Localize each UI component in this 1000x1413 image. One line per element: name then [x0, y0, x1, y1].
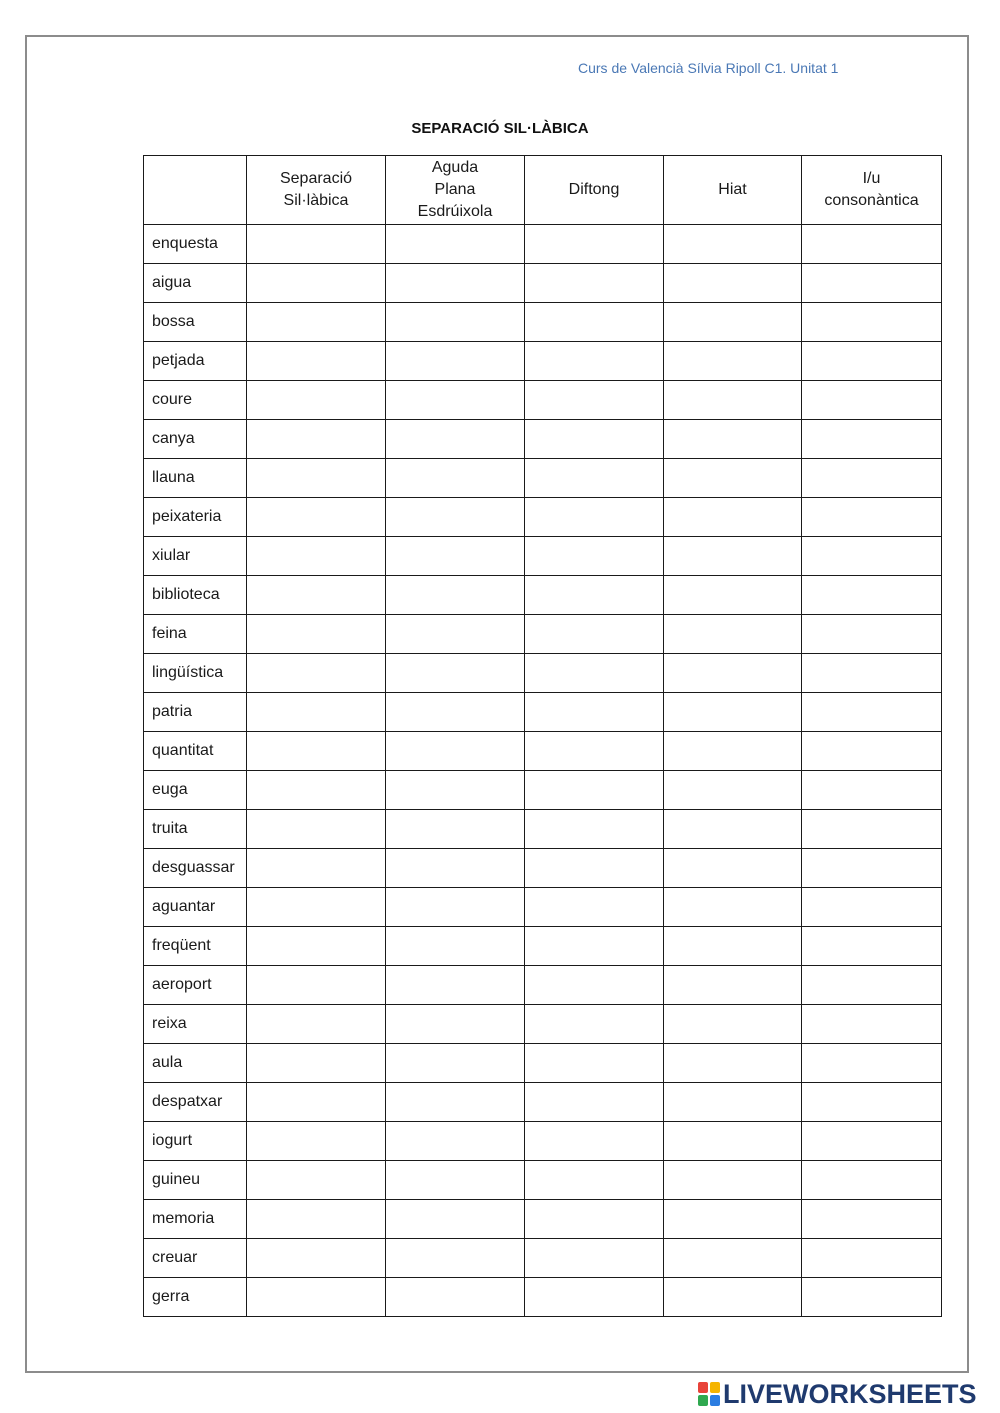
separacio-answer-cell[interactable] — [247, 1005, 386, 1044]
consonantica-answer-cell[interactable] — [802, 225, 942, 264]
table-body — [144, 225, 942, 1317]
table-row — [144, 537, 942, 576]
consonantica-answer-cell[interactable] — [802, 303, 942, 342]
accentuation-answer-cell[interactable] — [386, 1083, 525, 1122]
consonantica-answer-cell[interactable] — [802, 1044, 942, 1083]
word-cell: xiular — [144, 537, 247, 576]
diftong-answer-cell[interactable] — [525, 732, 664, 771]
separacio-answer-cell[interactable] — [247, 576, 386, 615]
consonantica-answer-cell[interactable] — [802, 810, 942, 849]
consonantica-answer-cell[interactable] — [802, 1005, 942, 1044]
hiat-answer-cell[interactable] — [664, 1083, 802, 1122]
separacio-answer-cell[interactable] — [247, 420, 386, 459]
separacio-answer-cell[interactable] — [247, 1200, 386, 1239]
table-row — [144, 927, 942, 966]
separacio-answer-cell[interactable] — [247, 537, 386, 576]
table-row — [144, 1083, 942, 1122]
consonantica-answer-cell[interactable] — [802, 654, 942, 693]
diftong-answer-cell[interactable] — [525, 225, 664, 264]
word-cell: peixateria — [144, 498, 247, 537]
separacio-answer-cell[interactable] — [247, 966, 386, 1005]
table-row — [144, 1044, 942, 1083]
table-row — [144, 1278, 942, 1317]
separacio-answer-cell[interactable] — [247, 732, 386, 771]
diftong-answer-cell[interactable] — [525, 303, 664, 342]
consonantica-answer-cell[interactable] — [802, 693, 942, 732]
word-cell: lingüística — [144, 654, 247, 693]
table-row — [144, 342, 942, 381]
accentuation-answer-cell[interactable] — [386, 264, 525, 303]
accentuation-answer-cell[interactable] — [386, 381, 525, 420]
separacio-answer-cell[interactable] — [247, 654, 386, 693]
accentuation-answer-cell[interactable] — [386, 966, 525, 1005]
separacio-answer-cell[interactable] — [247, 1044, 386, 1083]
separacio-answer-cell[interactable] — [247, 459, 386, 498]
separacio-answer-cell[interactable] — [247, 342, 386, 381]
separacio-answer-cell[interactable] — [247, 810, 386, 849]
table-row — [144, 303, 942, 342]
hiat-answer-cell[interactable] — [664, 888, 802, 927]
separacio-answer-cell[interactable] — [247, 849, 386, 888]
separacio-answer-cell[interactable] — [247, 1122, 386, 1161]
word-cell: feina — [144, 615, 247, 654]
diftong-answer-cell[interactable] — [525, 771, 664, 810]
diftong-answer-cell[interactable] — [525, 342, 664, 381]
hiat-answer-cell[interactable] — [664, 693, 802, 732]
diftong-answer-cell[interactable] — [525, 1200, 664, 1239]
consonantica-answer-cell[interactable] — [802, 420, 942, 459]
diftong-answer-cell[interactable] — [525, 849, 664, 888]
header-note: Curs de Valencià Sílvia Ripoll C1. Unitat 1 — [578, 60, 839, 76]
table-header-row — [144, 156, 942, 225]
header-word — [144, 156, 247, 225]
syllable-table — [143, 155, 942, 1317]
diftong-answer-cell[interactable] — [525, 1278, 664, 1317]
word-cell: patria — [144, 693, 247, 732]
hiat-answer-cell[interactable] — [664, 615, 802, 654]
table-row — [144, 888, 942, 927]
table-row — [144, 225, 942, 264]
diftong-answer-cell[interactable] — [525, 693, 664, 732]
hiat-answer-cell[interactable] — [664, 966, 802, 1005]
word-cell: bossa — [144, 303, 247, 342]
accentuation-answer-cell[interactable] — [386, 849, 525, 888]
accentuation-answer-cell[interactable] — [386, 888, 525, 927]
diftong-answer-cell[interactable] — [525, 459, 664, 498]
consonantica-answer-cell[interactable] — [802, 849, 942, 888]
word-cell: desguassar — [144, 849, 247, 888]
table-row — [144, 771, 942, 810]
diftong-answer-cell[interactable] — [525, 888, 664, 927]
word-cell: creuar — [144, 1239, 247, 1278]
separacio-answer-cell[interactable] — [247, 225, 386, 264]
consonantica-answer-cell[interactable] — [802, 342, 942, 381]
separacio-answer-cell[interactable] — [247, 1161, 386, 1200]
hiat-answer-cell[interactable] — [664, 1161, 802, 1200]
separacio-answer-cell[interactable] — [247, 381, 386, 420]
header-hiat: Hiat — [664, 156, 802, 225]
word-cell: aeroport — [144, 966, 247, 1005]
hiat-answer-cell[interactable] — [664, 1005, 802, 1044]
header-diftong: Diftong — [525, 156, 664, 225]
consonantica-answer-cell[interactable] — [802, 537, 942, 576]
logo-text: LIVEWORKSHEETS — [723, 1378, 977, 1409]
table-row — [144, 615, 942, 654]
table-row — [144, 1122, 942, 1161]
consonantica-answer-cell[interactable] — [802, 771, 942, 810]
hiat-answer-cell[interactable] — [664, 1122, 802, 1161]
word-cell: enquesta — [144, 225, 247, 264]
consonantica-answer-cell[interactable] — [802, 615, 942, 654]
logo-square-icon — [710, 1382, 720, 1393]
accentuation-answer-cell[interactable] — [386, 498, 525, 537]
hiat-answer-cell[interactable] — [664, 420, 802, 459]
accentuation-answer-cell[interactable] — [386, 732, 525, 771]
diftong-answer-cell[interactable] — [525, 654, 664, 693]
consonantica-answer-cell[interactable] — [802, 1083, 942, 1122]
diftong-answer-cell[interactable] — [525, 927, 664, 966]
diftong-answer-cell[interactable] — [525, 966, 664, 1005]
consonantica-answer-cell[interactable] — [802, 927, 942, 966]
accentuation-answer-cell[interactable] — [386, 1161, 525, 1200]
table-row — [144, 459, 942, 498]
table-row — [144, 1200, 942, 1239]
word-cell: petjada — [144, 342, 247, 381]
diftong-answer-cell[interactable] — [525, 1044, 664, 1083]
logo-square-icon — [698, 1382, 708, 1393]
word-cell: euga — [144, 771, 247, 810]
liveworksheets-logo — [698, 1379, 977, 1409]
accentuation-answer-cell[interactable] — [386, 537, 525, 576]
liveworksheets-mark-icon — [698, 1382, 720, 1406]
accentuation-answer-cell[interactable] — [386, 771, 525, 810]
accentuation-answer-cell[interactable] — [386, 225, 525, 264]
accentuation-answer-cell[interactable] — [386, 693, 525, 732]
word-cell: gerra — [144, 1278, 247, 1317]
accentuation-answer-cell[interactable] — [386, 1044, 525, 1083]
word-cell: coure — [144, 381, 247, 420]
hiat-answer-cell[interactable] — [664, 381, 802, 420]
hiat-answer-cell[interactable] — [664, 498, 802, 537]
diftong-answer-cell[interactable] — [525, 1122, 664, 1161]
word-cell: reixa — [144, 1005, 247, 1044]
header-accentuation: Aguda Plana Esdrúixola — [386, 156, 525, 225]
diftong-answer-cell[interactable] — [525, 498, 664, 537]
hiat-answer-cell[interactable] — [664, 225, 802, 264]
consonantica-answer-cell[interactable] — [802, 1200, 942, 1239]
consonantica-answer-cell[interactable] — [802, 459, 942, 498]
separacio-answer-cell[interactable] — [247, 615, 386, 654]
accentuation-answer-cell[interactable] — [386, 576, 525, 615]
hiat-answer-cell[interactable] — [664, 849, 802, 888]
word-cell: aguantar — [144, 888, 247, 927]
diftong-answer-cell[interactable] — [525, 264, 664, 303]
hiat-answer-cell[interactable] — [664, 1278, 802, 1317]
accentuation-answer-cell[interactable] — [386, 1239, 525, 1278]
separacio-answer-cell[interactable] — [247, 303, 386, 342]
table-row — [144, 1239, 942, 1278]
accentuation-answer-cell[interactable] — [386, 342, 525, 381]
word-cell: freqüent — [144, 927, 247, 966]
hiat-answer-cell[interactable] — [664, 264, 802, 303]
page-title: SEPARACIÓ SIL·LÀBICA — [411, 120, 589, 137]
word-cell: iogurt — [144, 1122, 247, 1161]
word-cell: aigua — [144, 264, 247, 303]
header-separacio: Separació Sil·làbica — [247, 156, 386, 225]
accentuation-answer-cell[interactable] — [386, 1200, 525, 1239]
separacio-answer-cell[interactable] — [247, 693, 386, 732]
separacio-answer-cell[interactable] — [247, 498, 386, 537]
table-row — [144, 693, 942, 732]
table-row — [144, 849, 942, 888]
hiat-answer-cell[interactable] — [664, 1200, 802, 1239]
diftong-answer-cell[interactable] — [525, 576, 664, 615]
table-row — [144, 810, 942, 849]
consonantica-answer-cell[interactable] — [802, 264, 942, 303]
table-row — [144, 420, 942, 459]
consonantica-answer-cell[interactable] — [802, 1122, 942, 1161]
word-cell: llauna — [144, 459, 247, 498]
hiat-answer-cell[interactable] — [664, 771, 802, 810]
consonantica-answer-cell[interactable] — [802, 1161, 942, 1200]
diftong-answer-cell[interactable] — [525, 615, 664, 654]
diftong-answer-cell[interactable] — [525, 1005, 664, 1044]
accentuation-answer-cell[interactable] — [386, 1278, 525, 1317]
consonantica-answer-cell[interactable] — [802, 966, 942, 1005]
separacio-answer-cell[interactable] — [247, 771, 386, 810]
separacio-answer-cell[interactable] — [247, 927, 386, 966]
table-row — [144, 732, 942, 771]
hiat-answer-cell[interactable] — [664, 303, 802, 342]
separacio-answer-cell[interactable] — [247, 1239, 386, 1278]
accentuation-answer-cell[interactable] — [386, 927, 525, 966]
diftong-answer-cell[interactable] — [525, 537, 664, 576]
table-row — [144, 966, 942, 1005]
hiat-answer-cell[interactable] — [664, 654, 802, 693]
logo-square-icon — [710, 1395, 720, 1406]
consonantica-answer-cell[interactable] — [802, 1278, 942, 1317]
diftong-answer-cell[interactable] — [525, 420, 664, 459]
table-row — [144, 381, 942, 420]
table-row — [144, 654, 942, 693]
hiat-answer-cell[interactable] — [664, 576, 802, 615]
hiat-answer-cell[interactable] — [664, 732, 802, 771]
hiat-answer-cell[interactable] — [664, 1044, 802, 1083]
consonantica-answer-cell[interactable] — [802, 576, 942, 615]
separacio-answer-cell[interactable] — [247, 888, 386, 927]
consonantica-answer-cell[interactable] — [802, 498, 942, 537]
table-row — [144, 498, 942, 537]
header-consonantica: I/u consonàntica — [802, 156, 942, 225]
accentuation-answer-cell[interactable] — [386, 459, 525, 498]
diftong-answer-cell[interactable] — [525, 1083, 664, 1122]
consonantica-answer-cell[interactable] — [802, 381, 942, 420]
accentuation-answer-cell[interactable] — [386, 615, 525, 654]
accentuation-answer-cell[interactable] — [386, 1122, 525, 1161]
hiat-answer-cell[interactable] — [664, 810, 802, 849]
accentuation-answer-cell[interactable] — [386, 1005, 525, 1044]
accentuation-answer-cell[interactable] — [386, 810, 525, 849]
hiat-answer-cell[interactable] — [664, 927, 802, 966]
consonantica-answer-cell[interactable] — [802, 888, 942, 927]
consonantica-answer-cell[interactable] — [802, 1239, 942, 1278]
separacio-answer-cell[interactable] — [247, 1278, 386, 1317]
hiat-answer-cell[interactable] — [664, 537, 802, 576]
table-row — [144, 1161, 942, 1200]
diftong-answer-cell[interactable] — [525, 810, 664, 849]
table-row — [144, 264, 942, 303]
word-cell: truita — [144, 810, 247, 849]
diftong-answer-cell[interactable] — [525, 381, 664, 420]
hiat-answer-cell[interactable] — [664, 1239, 802, 1278]
word-cell: biblioteca — [144, 576, 247, 615]
word-cell: memoria — [144, 1200, 247, 1239]
table-row — [144, 1005, 942, 1044]
accentuation-answer-cell[interactable] — [386, 420, 525, 459]
word-cell: guineu — [144, 1161, 247, 1200]
table-row — [144, 576, 942, 615]
hiat-answer-cell[interactable] — [664, 459, 802, 498]
word-cell: canya — [144, 420, 247, 459]
separacio-answer-cell[interactable] — [247, 264, 386, 303]
consonantica-answer-cell[interactable] — [802, 732, 942, 771]
accentuation-answer-cell[interactable] — [386, 654, 525, 693]
hiat-answer-cell[interactable] — [664, 342, 802, 381]
word-cell: aula — [144, 1044, 247, 1083]
separacio-answer-cell[interactable] — [247, 1083, 386, 1122]
diftong-answer-cell[interactable] — [525, 1239, 664, 1278]
word-cell: quantitat — [144, 732, 247, 771]
logo-square-icon — [698, 1395, 708, 1406]
word-cell: despatxar — [144, 1083, 247, 1122]
accentuation-answer-cell[interactable] — [386, 303, 525, 342]
diftong-answer-cell[interactable] — [525, 1161, 664, 1200]
